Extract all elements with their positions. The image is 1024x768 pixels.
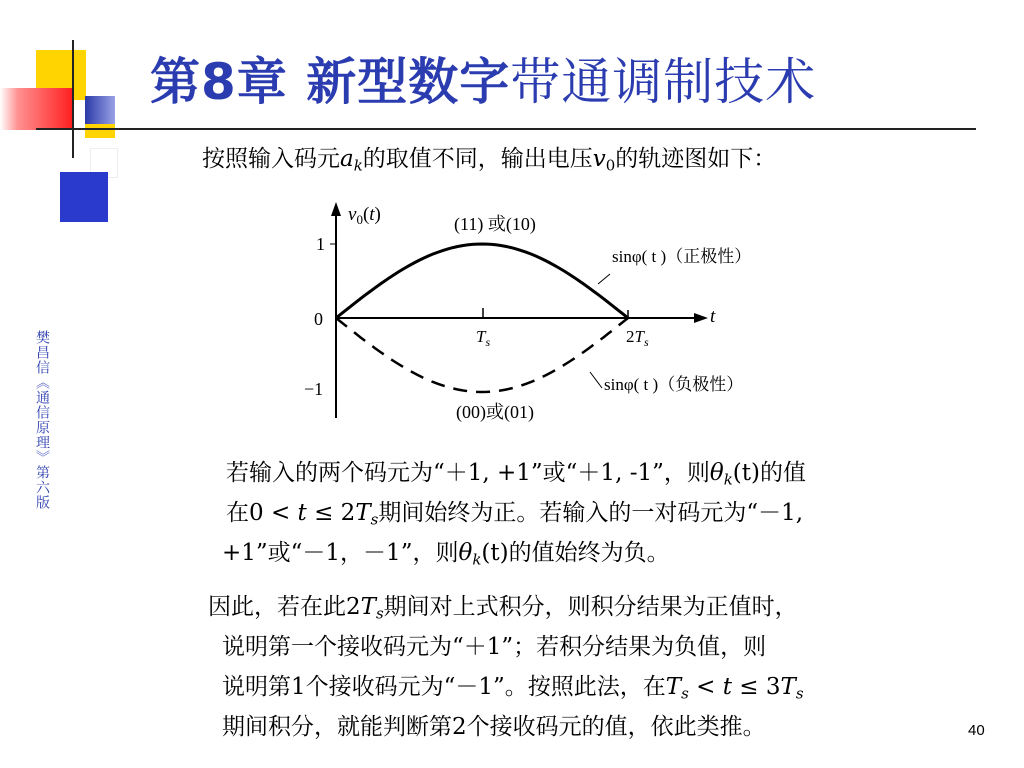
theta-symbol: θ bbox=[709, 460, 724, 486]
var-T: T bbox=[355, 500, 371, 526]
positive-series-label: sinφ( t )（正极性） bbox=[612, 247, 752, 266]
para1-l1-end: 的值 bbox=[759, 460, 806, 486]
y-tick-label-neg1: −1 bbox=[304, 379, 324, 399]
para1-l2-b: ≤ 2 bbox=[306, 500, 356, 526]
x-tick-label-2ts: $2T_s$ bbox=[626, 327, 649, 349]
theta-symbol-2: θ bbox=[458, 540, 473, 566]
para1-l2-c: 期间始终为正。若输入的一对码元为“－1, bbox=[378, 500, 804, 526]
var-T-3: T bbox=[665, 674, 682, 700]
para2-line4 bbox=[222, 710, 766, 744]
para1-l3-a: +1”或“－1，－1”，则 bbox=[222, 540, 459, 566]
page-title bbox=[150, 42, 816, 122]
theta-sub-k: k bbox=[723, 470, 733, 489]
x-axis-label: t bbox=[710, 306, 716, 327]
deco-vertical-line bbox=[72, 40, 74, 158]
theta-arg-2: (t) bbox=[481, 540, 509, 566]
title-divider bbox=[36, 128, 976, 130]
sub-k: k bbox=[353, 156, 363, 175]
var-T-4: T bbox=[780, 674, 796, 700]
para2-l1-b: 期间对上式积分，则积分结果为正值时， bbox=[383, 594, 798, 620]
y-tick-label-1: 1 bbox=[316, 234, 325, 254]
positive-leader-line bbox=[598, 274, 610, 284]
voltage-trajectory-chart bbox=[300, 196, 780, 432]
negative-code-label: (00)或(01) bbox=[456, 402, 534, 422]
theta-sub-k-2: k bbox=[472, 550, 482, 569]
sub-s-3: s bbox=[681, 684, 689, 703]
intro-text-c: 的轨迹图如下： bbox=[615, 146, 777, 172]
para2-l1-a: 因此，若在此2 bbox=[208, 594, 361, 620]
theta-arg: (t) bbox=[732, 460, 760, 486]
title-regular-part: 带通调制技术 bbox=[510, 53, 817, 111]
para2-l3-a: 说明第1个接收码元为“－1”。按照此法，在 bbox=[222, 674, 666, 700]
para1-line3 bbox=[222, 536, 670, 570]
sub-0: 0 bbox=[605, 156, 616, 175]
negative-series-label: sinφ( t )（负极性） bbox=[604, 375, 744, 394]
deco-red-bar bbox=[0, 88, 72, 130]
para1-l3-b: 的值始终为负。 bbox=[508, 540, 670, 566]
var-t: t bbox=[297, 500, 307, 526]
intro-text-a: 按照输入码元 bbox=[202, 146, 340, 172]
para2-line1 bbox=[208, 590, 798, 624]
para2-line3 bbox=[222, 670, 804, 704]
y-tick-label-0: 0 bbox=[314, 309, 323, 329]
intro-text-b: 的取值不同，输出电压 bbox=[362, 146, 593, 172]
series-positive-curve bbox=[336, 244, 628, 318]
negative-leader-line bbox=[590, 372, 602, 388]
para1-line2 bbox=[226, 496, 803, 530]
var-v: v bbox=[592, 146, 606, 172]
positive-code-label: (11) 或(10) bbox=[454, 214, 536, 234]
para2-line2 bbox=[222, 630, 766, 664]
intro-line bbox=[202, 142, 776, 176]
side-label: 樊昌信《通信原理》第六版 bbox=[34, 330, 50, 510]
para1-line1 bbox=[226, 456, 806, 490]
sub-s-4: s bbox=[795, 684, 804, 703]
var-T-2: T bbox=[360, 594, 376, 620]
x-axis-arrow bbox=[694, 313, 708, 323]
para2-l3-c: ≤ 3 bbox=[731, 674, 781, 700]
para2-l2: 说明第一个接收码元为“＋1”；若积分结果为负值，则 bbox=[222, 634, 767, 660]
var-t-2: t bbox=[722, 674, 732, 700]
deco-blue-small bbox=[85, 96, 115, 124]
y-axis-arrow bbox=[331, 202, 341, 216]
para2-l4: 期间积分，就能判断第2个接收码元的值，依此类推。 bbox=[222, 714, 766, 740]
deco-blue-square bbox=[60, 172, 108, 222]
sub-s-2: s bbox=[375, 604, 384, 623]
page-number: 40 bbox=[968, 722, 985, 739]
x-tick-label-ts: $T_s$ bbox=[476, 327, 491, 349]
var-a: a bbox=[340, 146, 354, 172]
y-axis-label: $v_0(t)$ bbox=[348, 204, 381, 227]
title-bold-part: 第8章 新型数字 bbox=[150, 53, 511, 111]
sub-s: s bbox=[370, 510, 379, 529]
para1-l1-text: 若输入的两个码元为“＋1, +1”或“＋1, -1”，则 bbox=[226, 460, 710, 486]
para1-l2-a: 在0 < bbox=[226, 500, 298, 526]
para2-l3-b: < bbox=[688, 674, 723, 700]
